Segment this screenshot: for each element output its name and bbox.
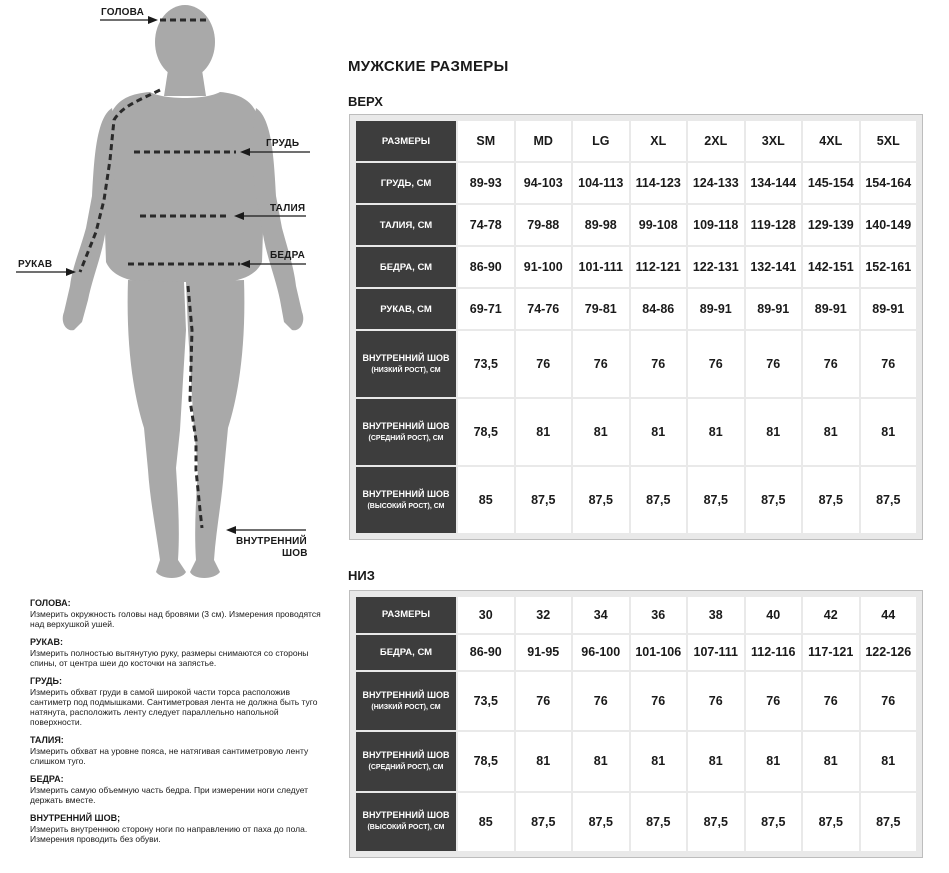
table-cell: 91-95: [516, 635, 572, 671]
table-cell: 81: [573, 399, 629, 465]
table-row: [356, 289, 916, 329]
note-item: [30, 637, 330, 668]
table-cell: 81: [688, 399, 744, 465]
row-label-sub: (СРЕДНИЙ РОСТ), СМ: [368, 763, 444, 771]
row-label-cell: ТАЛИЯ, СМ: [356, 205, 456, 245]
table-cell: 87,5: [688, 793, 744, 851]
measurement-notes: [30, 598, 330, 852]
header-label-cell: РАЗМЕРЫ: [356, 121, 456, 161]
row-label-sub: (ВЫСОКИЙ РОСТ), СМ: [367, 824, 445, 832]
table-row: [356, 672, 916, 730]
row-label-sub: (НИЗКИЙ РОСТ), СМ: [371, 703, 441, 711]
size-header-cell: 32: [516, 597, 572, 633]
note-item: [30, 735, 330, 766]
table-cell: 76: [631, 672, 687, 730]
head-label: ГОЛОВА: [101, 7, 145, 18]
top-size-table: [354, 119, 918, 535]
row-label-sub: (ВЫСОКИЙ РОСТ), СМ: [367, 502, 445, 510]
table-cell: 76: [631, 331, 687, 397]
table-cell: 76: [688, 672, 744, 730]
note-heading: БЕДРА:: [30, 774, 64, 784]
row-label-cell: ГРУДЬ, СМ: [356, 163, 456, 203]
table-cell: 76: [573, 672, 629, 730]
table-row: [356, 467, 916, 533]
table-cell: 132-141: [746, 247, 802, 287]
table-cell: 81: [688, 732, 744, 790]
table-cell: 76: [803, 331, 859, 397]
table-cell: 91-100: [516, 247, 572, 287]
table-cell: 117-121: [803, 635, 859, 671]
note-text: Измерить полностью вытянутую руку, размеры снимаются со стороны спины, от центра шеи до косточки на запястье.: [30, 648, 309, 668]
table-cell: 81: [803, 399, 859, 465]
table-cell: 81: [803, 732, 859, 790]
table-cell: 81: [516, 732, 572, 790]
table-cell: 87,5: [861, 793, 917, 851]
table-cell: 89-91: [803, 289, 859, 329]
table-row: [356, 331, 916, 397]
note-item: [30, 598, 330, 629]
row-label-main: ВНУТРЕННИЙ ШОВ: [362, 420, 450, 431]
note-heading: РУКАВ:: [30, 637, 63, 647]
size-header-cell: 4XL: [803, 121, 859, 161]
table-cell: 85: [458, 467, 514, 533]
table-cell: 152-161: [861, 247, 917, 287]
row-label-cell: БЕДРА, СМ: [356, 247, 456, 287]
size-header-cell: 3XL: [746, 121, 802, 161]
row-label-main: ВНУТРЕННИЙ ШОВ: [362, 488, 450, 499]
size-header-cell: LG: [573, 121, 629, 161]
size-header-cell: 38: [688, 597, 744, 633]
table-cell: 87,5: [516, 793, 572, 851]
table-cell: 112-121: [631, 247, 687, 287]
table-cell: 81: [631, 399, 687, 465]
waist-label: ТАЛИЯ: [270, 203, 306, 214]
table-cell: 89-91: [861, 289, 917, 329]
table-header-row: [356, 121, 916, 161]
table-cell: 84-86: [631, 289, 687, 329]
row-label-main: ВНУТРЕННИЙ ШОВ: [362, 749, 450, 760]
table-cell: 87,5: [573, 467, 629, 533]
table-cell: 73,5: [458, 331, 514, 397]
note-item: [30, 676, 330, 727]
size-header-cell: 40: [746, 597, 802, 633]
inseam-label-line1: ВНУТРЕННИЙ: [236, 536, 307, 547]
table-cell: 78,5: [458, 732, 514, 790]
table-cell: 145-154: [803, 163, 859, 203]
note-heading: ВНУТРЕННИЙ ШОВ;: [30, 813, 121, 823]
table-cell: 76: [516, 672, 572, 730]
table-row: [356, 247, 916, 287]
row-label-cell: [356, 331, 456, 397]
page-title: МУЖСКИЕ РАЗМЕРЫ: [348, 58, 509, 75]
table-cell: 104-113: [573, 163, 629, 203]
table-cell: 87,5: [631, 793, 687, 851]
sleeve-label: РУКАВ: [18, 259, 53, 270]
size-header-cell: 2XL: [688, 121, 744, 161]
table-cell: 76: [746, 672, 802, 730]
table-cell: 76: [861, 331, 917, 397]
note-text: Измерить самую объемную часть бедра. При измерении ноги следует держать вместе.: [30, 785, 309, 805]
size-header-cell: 44: [861, 597, 917, 633]
size-header-cell: 34: [573, 597, 629, 633]
table-cell: 124-133: [688, 163, 744, 203]
table-row: [356, 635, 916, 671]
chest-label: ГРУДЬ: [266, 138, 300, 149]
table-cell: 76: [746, 331, 802, 397]
table-cell: 81: [573, 732, 629, 790]
table-cell: 99-108: [631, 205, 687, 245]
table-cell: 154-164: [861, 163, 917, 203]
table-cell: 74-78: [458, 205, 514, 245]
table-cell: 87,5: [803, 467, 859, 533]
table-cell: 107-111: [688, 635, 744, 671]
row-label-cell: [356, 467, 456, 533]
size-header-cell: XL: [631, 121, 687, 161]
row-label-main: ВНУТРЕННИЙ ШОВ: [362, 810, 450, 821]
table-cell: 89-91: [746, 289, 802, 329]
size-header-cell: 42: [803, 597, 859, 633]
table-cell: 94-103: [516, 163, 572, 203]
section-title-top: ВЕРХ: [348, 94, 383, 109]
table-cell: 76: [688, 331, 744, 397]
table-cell: 134-144: [746, 163, 802, 203]
table-cell: 101-111: [573, 247, 629, 287]
table-cell: 81: [631, 732, 687, 790]
row-label-cell: [356, 672, 456, 730]
bottom-size-table-frame: [349, 590, 923, 858]
table-cell: 87,5: [746, 793, 802, 851]
table-cell: 87,5: [631, 467, 687, 533]
table-cell: 142-151: [803, 247, 859, 287]
table-cell: 129-139: [803, 205, 859, 245]
section-title-bottom: НИЗ: [348, 568, 375, 583]
size-header-cell: 5XL: [861, 121, 917, 161]
table-cell: 122-126: [861, 635, 917, 671]
note-text: Измерить окружность головы над бровями (3 см). Измерения проводятся над верхушкой ушей.: [30, 609, 321, 629]
size-header-cell: 30: [458, 597, 514, 633]
table-cell: 81: [746, 399, 802, 465]
table-row: [356, 793, 916, 851]
table-cell: 79-88: [516, 205, 572, 245]
table-row: [356, 205, 916, 245]
row-label-cell: РУКАВ, СМ: [356, 289, 456, 329]
table-cell: 86-90: [458, 247, 514, 287]
note-text: Измерить обхват на уровне пояса, не натягивая сантиметровую ленту слишком туго.: [30, 746, 309, 766]
row-label-cell: [356, 793, 456, 851]
inseam-label-line2: ШОВ: [282, 548, 308, 559]
table-cell: 86-90: [458, 635, 514, 671]
table-cell: 89-91: [688, 289, 744, 329]
note-item: [30, 774, 330, 805]
table-cell: 89-93: [458, 163, 514, 203]
row-label-cell: БЕДРА, СМ: [356, 635, 456, 671]
table-cell: 87,5: [746, 467, 802, 533]
row-label-main: ВНУТРЕННИЙ ШОВ: [362, 352, 450, 363]
table-cell: 119-128: [746, 205, 802, 245]
note-heading: ГРУДЬ:: [30, 676, 63, 686]
hips-label: БЕДРА: [270, 250, 305, 261]
note-item: [30, 813, 330, 844]
bottom-size-table: [354, 595, 918, 853]
body-measurement-figure: [0, 0, 330, 590]
table-cell: 81: [516, 399, 572, 465]
table-cell: 81: [861, 732, 917, 790]
table-cell: 81: [746, 732, 802, 790]
table-cell: 122-131: [688, 247, 744, 287]
note-heading: ГОЛОВА:: [30, 598, 71, 608]
table-row: [356, 163, 916, 203]
row-label-sub: (НИЗКИЙ РОСТ), СМ: [371, 366, 441, 374]
table-cell: 140-149: [861, 205, 917, 245]
table-cell: 85: [458, 793, 514, 851]
table-cell: 87,5: [573, 793, 629, 851]
table-cell: 87,5: [688, 467, 744, 533]
table-cell: 112-116: [746, 635, 802, 671]
table-cell: 76: [573, 331, 629, 397]
table-cell: 101-106: [631, 635, 687, 671]
table-cell: 87,5: [861, 467, 917, 533]
header-label-cell: РАЗМЕРЫ: [356, 597, 456, 633]
table-cell: 114-123: [631, 163, 687, 203]
note-text: Измерить внутреннюю сторону ноги по направлению от паха до пола. Измерения проводить без обуви.: [30, 824, 308, 844]
table-cell: 87,5: [803, 793, 859, 851]
table-header-row: [356, 597, 916, 633]
table-cell: 74-76: [516, 289, 572, 329]
row-label-cell: [356, 732, 456, 790]
table-cell: 87,5: [516, 467, 572, 533]
size-header-cell: MD: [516, 121, 572, 161]
table-cell: 76: [861, 672, 917, 730]
table-cell: 76: [803, 672, 859, 730]
table-cell: 78,5: [458, 399, 514, 465]
table-row: [356, 399, 916, 465]
table-cell: 89-98: [573, 205, 629, 245]
table-cell: 96-100: [573, 635, 629, 671]
row-label-sub: (СРЕДНИЙ РОСТ), СМ: [368, 434, 444, 442]
table-cell: 81: [861, 399, 917, 465]
table-cell: 73,5: [458, 672, 514, 730]
top-size-table-frame: [349, 114, 923, 540]
size-header-cell: 36: [631, 597, 687, 633]
size-header-cell: SM: [458, 121, 514, 161]
human-silhouette-icon: [0, 0, 330, 590]
table-cell: 79-81: [573, 289, 629, 329]
row-label-main: ВНУТРЕННИЙ ШОВ: [362, 689, 450, 700]
table-row: [356, 732, 916, 790]
note-heading: ТАЛИЯ:: [30, 735, 64, 745]
note-text: Измерить обхват груди в самой широкой части торса расположив сантиметр под подмышками. Сантиметровая лента не должна быть туго натянута, расположить ленту следует параллельно напольной поверхности.: [30, 687, 318, 727]
table-cell: 76: [516, 331, 572, 397]
table-cell: 69-71: [458, 289, 514, 329]
table-cell: 109-118: [688, 205, 744, 245]
row-label-cell: [356, 399, 456, 465]
